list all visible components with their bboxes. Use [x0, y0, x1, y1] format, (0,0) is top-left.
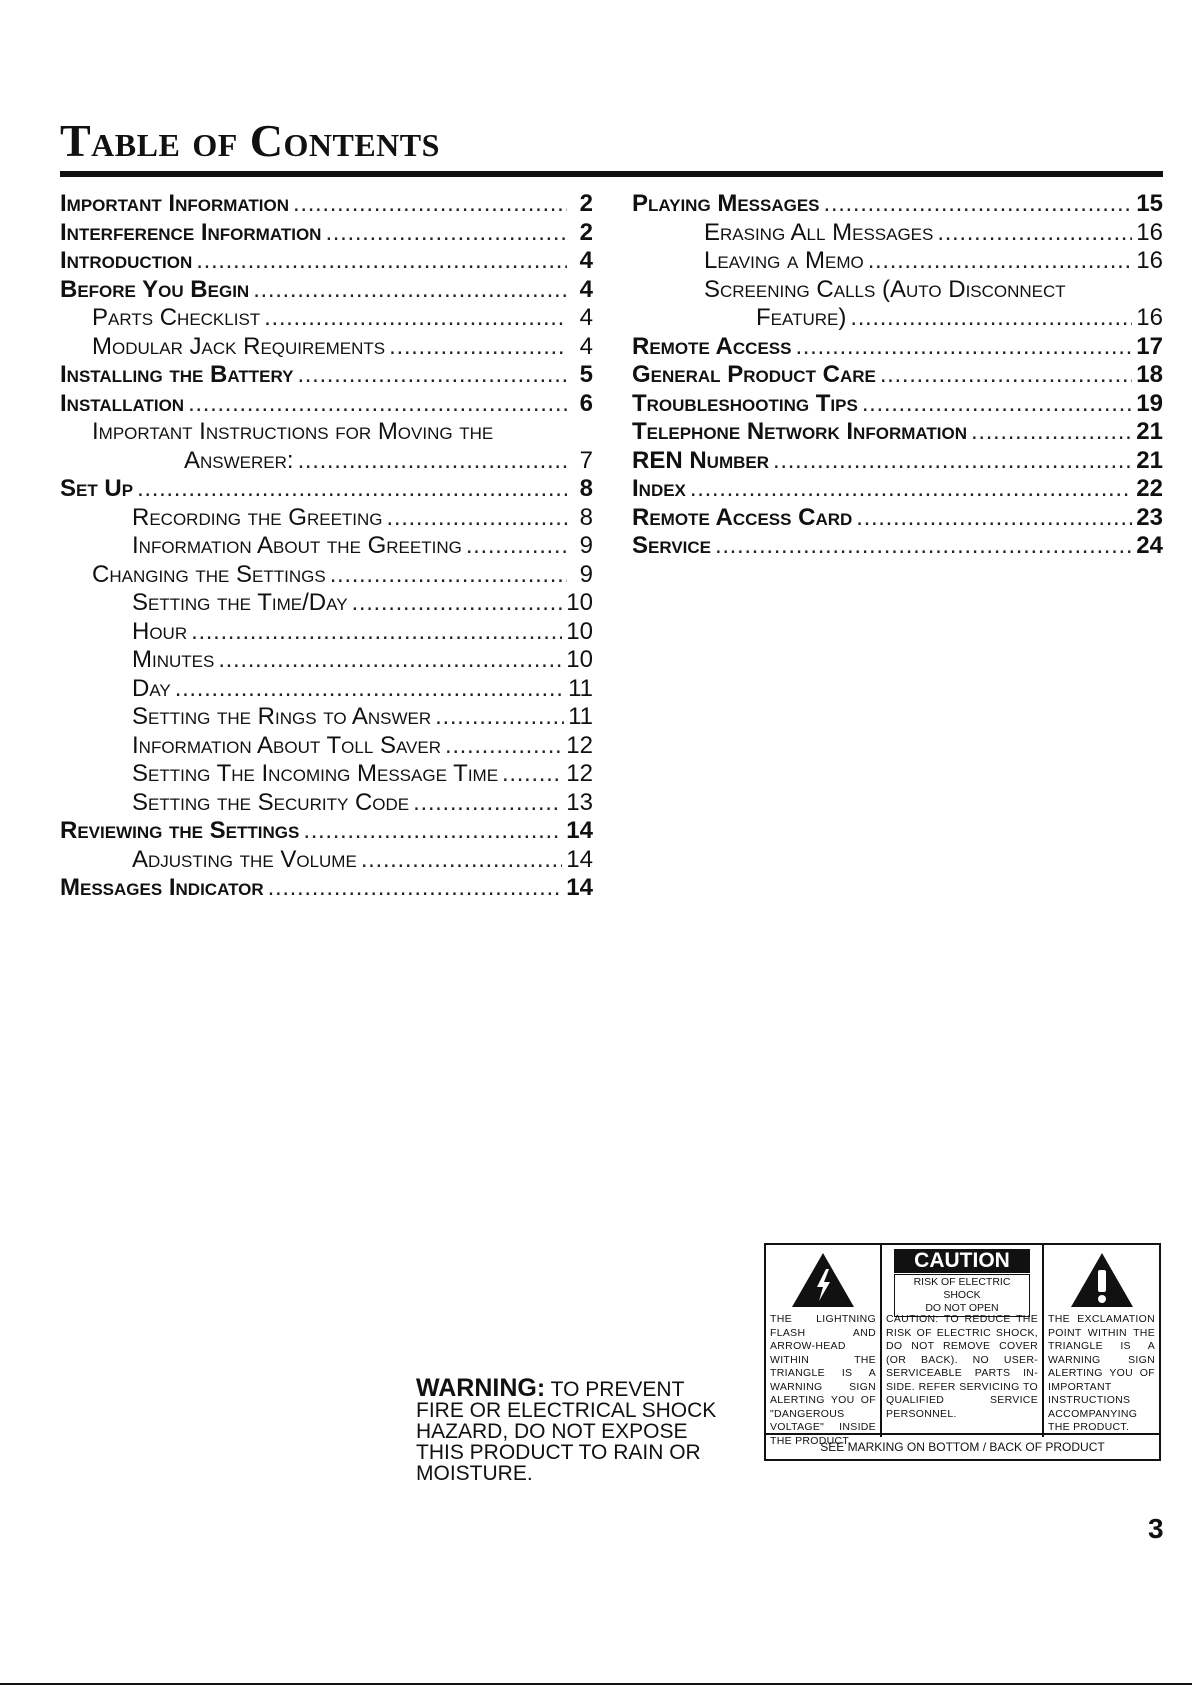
toc-entry-label: Adjusting the Volume: [132, 845, 357, 873]
warning-notice: [416, 1374, 726, 1485]
caution-left-cell: [766, 1245, 882, 1447]
toc-entry: [60, 760, 593, 789]
toc-entry-page: 9: [579, 560, 593, 588]
lightning-triangle-icon: [790, 1251, 856, 1309]
toc-entry-label: General Product Care: [632, 361, 876, 388]
toc-entry-label: Remote Access: [632, 332, 792, 360]
toc-entry: [632, 247, 1163, 276]
caution-left-text: THE LIGHTNING FLASH AND ARROW-HEAD WITHIN THE TRIANGLE IS A WARNING SIGN ALERTING YOU OF "DANGEROUS VOLTAGE" INSIDE THE PRODUCT.: [770, 1313, 876, 1447]
toc-leader-dots: [175, 675, 564, 703]
toc-leader-dots: [218, 646, 562, 674]
toc-leader-dots: [264, 304, 567, 332]
toc-entry: [632, 361, 1163, 390]
toc-entry: [60, 390, 593, 419]
toc-entry-label: Information About the Greeting: [132, 532, 462, 559]
page-number: 3: [1148, 1513, 1164, 1544]
toc-entry: [632, 190, 1163, 219]
toc-leader-dots: [413, 789, 562, 817]
toc-entry-label: Answerer:: [184, 446, 294, 474]
caution-label: [764, 1243, 1161, 1461]
toc-leader-dots: [253, 276, 567, 304]
toc-entry-page: 14: [566, 874, 593, 901]
toc-entry: [60, 304, 593, 333]
toc-entry: [60, 817, 593, 846]
toc-entry-page: 19: [1136, 389, 1163, 417]
toc-entry-label: Messages Indicator: [60, 874, 264, 901]
toc-entry-page: 21: [1136, 446, 1163, 474]
toc-entry-label: Reviewing the Settings: [60, 817, 300, 844]
toc-entry-page: 11: [568, 674, 593, 702]
toc-entry-page: 24: [1136, 532, 1163, 559]
toc-leader-dots: [389, 333, 567, 361]
toc-entry-page: 4: [579, 332, 593, 360]
toc-entry-page: 16: [1136, 304, 1163, 331]
toc-entry-page: 2: [579, 190, 593, 217]
toc-leader-dots: [196, 247, 567, 275]
toc-entry-page: 13: [566, 788, 593, 816]
toc-entry-label: Installation: [60, 389, 185, 417]
toc-leader-dots: [466, 532, 567, 560]
toc-entry: [632, 475, 1163, 504]
toc-entry: [60, 247, 593, 276]
toc-entry-label: Leaving a Memo: [704, 247, 864, 274]
caution-sub-line1: RISK OF ELECTRIC SHOCK: [913, 1276, 1011, 1301]
toc-entry-page: 9: [579, 532, 593, 559]
toc-entry-page: 11: [568, 703, 593, 730]
toc-entry: [632, 333, 1163, 362]
toc-entry-page: 23: [1136, 503, 1163, 531]
toc-leader-dots: [502, 760, 562, 788]
toc-leader-dots: [824, 190, 1133, 218]
caution-right-cell: [1044, 1245, 1159, 1437]
toc-entry: [60, 846, 593, 875]
toc-entry-label: Troubleshooting Tips: [632, 389, 858, 417]
toc-leader-dots: [880, 361, 1132, 389]
toc-entry: [632, 447, 1163, 476]
toc-leader-dots: [445, 732, 562, 760]
toc-entry-page: 4: [579, 247, 593, 274]
toc-entry-page: 10: [566, 617, 593, 645]
toc-entry-label: Important Instructions for Moving the: [92, 418, 494, 445]
toc-entry-page: 17: [1136, 332, 1163, 360]
caution-right-text: THE EXCLAMATION POINT WITHIN THE TRIANGLE IS A WARNING SIGN ALERTING YOU OF IMPORTANT INSTRUCTIONS ACCOMPANYING THE PRODUCT.: [1048, 1313, 1155, 1433]
toc-entry-label: Hour: [132, 617, 188, 645]
toc-entry-label: Information About Toll Saver: [132, 731, 441, 759]
toc-left-column: [60, 190, 593, 903]
toc-leader-dots: [188, 390, 567, 418]
toc-entry: [60, 618, 593, 647]
toc-entry: [632, 276, 1163, 305]
toc-entry-page: 22: [1136, 475, 1163, 502]
toc-entry-label: Minutes: [132, 646, 215, 673]
toc-leader-dots: [850, 304, 1132, 332]
warning-text: TO PREVENT FIRE OR ELECTRICAL SHOCK HAZARD, DO NOT EXPOSE THIS PRODUCT TO RAIN OR MOISTURE.: [416, 1378, 717, 1485]
toc-leader-dots: [297, 361, 567, 389]
toc-entry: [60, 475, 593, 504]
toc-leader-dots: [868, 247, 1133, 275]
toc-leader-dots: [361, 846, 562, 874]
toc-entry-label: Recording the Greeting: [132, 503, 383, 531]
toc-entry: [60, 276, 593, 305]
caution-footer: SEE MARKING ON BOTTOM / BACK OF PRODUCT: [766, 1433, 1159, 1459]
toc-leader-dots: [856, 504, 1132, 532]
toc-entry: [632, 219, 1163, 248]
toc-entry: [60, 589, 593, 618]
toc-entry-page: 21: [1136, 418, 1163, 445]
toc-entry: [60, 219, 593, 248]
toc-leader-dots: [387, 504, 567, 532]
toc-entry-label: Day: [132, 674, 171, 702]
caution-subheading: [894, 1274, 1030, 1317]
toc-leader-dots: [268, 874, 563, 902]
toc-entry-page: 10: [566, 646, 593, 673]
toc-entry: [632, 418, 1163, 447]
toc-entry-label: Important Information: [60, 190, 290, 217]
toc-leader-dots: [690, 475, 1132, 503]
toc-entry: [632, 390, 1163, 419]
caution-middle-text: CAUTION: TO REDUCE THE RISK OF ELECTRIC SHOCK, DO NOT REMOVE COVER (OR BACK). NO USER-SERVICEABLE PARTS IN-SIDE. REFER SERVICING TO QUALIFIED SERVICE PERSONNEL.: [886, 1313, 1038, 1420]
toc-leader-dots: [352, 589, 563, 617]
toc-right-column: [632, 190, 1163, 561]
warning-heading: WARNING:: [416, 1374, 546, 1402]
toc-entry: [60, 732, 593, 761]
toc-leader-dots: [330, 561, 567, 589]
toc-entry-label: Telephone Network Information: [632, 418, 968, 445]
toc-entry-page: 2: [579, 218, 593, 246]
toc-entry-label: Setting The Incoming Message Time: [132, 760, 499, 787]
toc-entry: [60, 504, 593, 533]
toc-leader-dots: [971, 418, 1132, 446]
toc-entry-label: Set Up: [60, 475, 134, 502]
toc-entry-page: 7: [579, 446, 593, 474]
toc-entry-label: Setting the Time/Day: [132, 589, 348, 616]
toc-entry-page: 14: [566, 817, 593, 844]
toc-entry-page: 4: [579, 304, 593, 331]
toc-entry: [60, 561, 593, 590]
toc-entry-label: Modular Jack Requirements: [92, 332, 386, 360]
toc-entry-label: Interference Information: [60, 218, 322, 246]
toc-leader-dots: [191, 618, 562, 646]
toc-entry-page: 4: [579, 275, 593, 303]
toc-entry: [60, 447, 593, 476]
toc-entry: [60, 675, 593, 704]
toc-entry: [60, 532, 593, 561]
toc-entry-label: REN Number: [632, 446, 770, 474]
toc-entry: [60, 333, 593, 362]
toc-entry: [60, 190, 593, 219]
toc-entry-label: Parts Checklist: [92, 304, 261, 331]
toc-entry-page: 12: [566, 760, 593, 787]
toc-entry-label: Screening Calls (Auto Disconnect: [704, 275, 1066, 303]
toc-entry-page: 14: [566, 845, 593, 873]
caution-sub-line2: DO NOT OPEN: [925, 1302, 999, 1314]
toc-leader-dots: [325, 219, 567, 247]
toc-entry: [632, 532, 1163, 561]
toc-entry-page: 18: [1136, 361, 1163, 388]
toc-entry: [632, 304, 1163, 333]
toc-entry-page: 5: [579, 361, 593, 388]
toc-entry-label: Playing Messages: [632, 190, 820, 217]
toc-entry: [60, 646, 593, 675]
toc-entry-label: Changing the Settings: [92, 560, 326, 588]
toc-entry-label: Remote Access Card: [632, 503, 853, 531]
toc-entry-label: Feature): [756, 304, 847, 331]
toc-entry: [60, 789, 593, 818]
toc-leader-dots: [298, 447, 567, 475]
toc-entry-label: Erasing All Messages: [704, 218, 934, 246]
exclamation-triangle-icon: [1069, 1251, 1135, 1309]
page-title: Table of Contents: [60, 115, 440, 166]
toc-entry-page: 16: [1136, 218, 1163, 246]
toc-entry: [60, 703, 593, 732]
toc-leader-dots: [137, 475, 567, 503]
toc-entry-page: 8: [579, 475, 593, 502]
toc-entry-label: Setting the Security Code: [132, 788, 410, 816]
caution-heading: CAUTION: [894, 1249, 1030, 1273]
toc-leader-dots: [293, 190, 567, 218]
toc-entry: [60, 874, 593, 903]
toc-leader-dots: [862, 390, 1132, 418]
toc-leader-dots: [773, 447, 1132, 475]
toc-leader-dots: [937, 219, 1132, 247]
toc-leader-dots: [795, 333, 1132, 361]
toc-entry-page: 12: [566, 731, 593, 759]
toc-leader-dots: [435, 703, 564, 731]
toc-entry: [632, 504, 1163, 533]
toc-entry-label: Installing the Battery: [60, 361, 294, 388]
toc-entry-label: Setting the Rings to Answer: [132, 703, 432, 730]
toc-entry-page: 10: [566, 589, 593, 616]
toc-entry-label: Before You Begin: [60, 275, 250, 303]
toc-entry-page: 16: [1136, 247, 1163, 274]
toc-leader-dots: [715, 532, 1132, 560]
toc-entry: [60, 418, 593, 447]
toc-entry-page: 15: [1136, 190, 1163, 217]
toc-entry-label: Introduction: [60, 247, 193, 274]
toc-entry: [60, 361, 593, 390]
toc-entry-page: 6: [579, 389, 593, 417]
toc-leader-dots: [303, 817, 562, 845]
title-rule: [60, 171, 1163, 177]
toc-entry-label: Service: [632, 532, 711, 559]
toc-entry-label: Index: [632, 475, 686, 502]
caution-middle-cell: [882, 1245, 1044, 1437]
toc-entry-page: 8: [579, 503, 593, 531]
